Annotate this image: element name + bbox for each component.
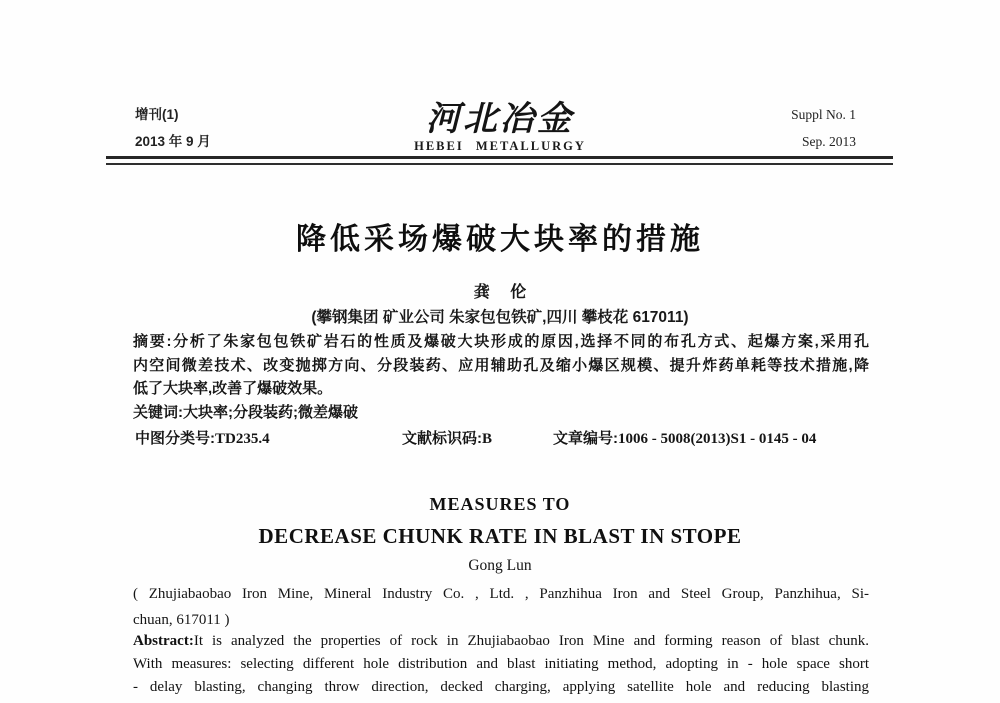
affiliation-zh: (攀钢集团 矿业公司 朱家包包铁矿,四川 攀枝花 617011): [311, 309, 689, 326]
keywords-label-zh: 关键词:: [133, 404, 183, 421]
abstract-zh-text-1: 分析了朱家包包铁矿岩石的性质及爆破大块形成的原因,选择不同的布孔方式、起爆方案,采用孔: [171, 333, 869, 350]
affiliation-en: [133, 582, 869, 633]
keywords-text-zh: 大块率;分段装药;微差爆破: [183, 404, 358, 421]
document-code: [402, 427, 492, 448]
abstract-en-text-1: It is analyzed the properties of rock in Zhujiabaobao Iron Mine and forming reason of blast chunk.: [193, 633, 869, 649]
journal-logo-calligraphy: 河北冶金: [426, 99, 574, 139]
clc-value: TD235.4: [215, 431, 270, 447]
abstract-en-line-2: With measures: selecting different hole distribution and blast initiating method, adopting in - hole space short: [133, 656, 869, 672]
article-id: [553, 427, 816, 448]
abstract-zh-line-1: [133, 330, 869, 354]
header-suppl-block: [791, 101, 856, 155]
abstract-en: [133, 630, 869, 699]
meta-row: [133, 427, 869, 449]
article-title-zh: 降低采场爆破大块率的措施: [296, 223, 704, 256]
keywords-zh: [133, 401, 869, 422]
issue-label-zh: 增刊(1): [135, 107, 179, 122]
affiliation-en-line-2: chuan, 617011 ): [133, 611, 230, 628]
article-title-en-line1: MEASURES TO: [429, 494, 571, 514]
document-code-label: 文献标识码:: [402, 430, 482, 447]
header-double-rule: [106, 156, 893, 165]
abstract-zh-line-3: 低了大块率,改善了爆破效果。: [133, 380, 333, 397]
abstract-label-zh: 摘要:: [133, 333, 172, 350]
affiliation-en-line-1: ( Zhujiabaobao Iron Mine, Mineral Industry Co. , Ltd. , Panzhihua Iron and Steel Group, Panzhihua, Si-: [133, 586, 869, 602]
suppl-number: Suppl No. 1: [791, 107, 856, 122]
issue-date-zh: 2013 年 9 月: [135, 134, 211, 149]
abstract-en-line-3: - delay blasting, changing throw direction, decked charging, applying satellite hole and reducing blasting: [133, 679, 869, 695]
journal-name-en: HEBEI METALLURGY: [414, 139, 586, 153]
issue-date-en: Sep. 2013: [802, 134, 856, 149]
document-code-value: B: [482, 431, 493, 447]
abstract-zh-line-2: 内空间微差技术、改变抛掷方向、分段装药、应用辅助孔及缩小爆区规模、提升炸药单耗等技术措施,降: [133, 356, 869, 374]
author-name-en: Gong Lun: [468, 557, 532, 574]
abstract-label-en: Abstract:: [133, 633, 194, 649]
clc-label: 中图分类号:: [135, 430, 215, 447]
abstract-zh: [133, 330, 869, 401]
clc-number: [135, 427, 270, 448]
article-title-en-line2: DECREASE CHUNK RATE IN BLAST IN STOPE: [258, 524, 742, 548]
article-id-value: 1006 - 5008(2013)S1 - 0145 - 04: [618, 431, 817, 447]
author-name-zh: 龚 伦: [473, 284, 527, 301]
article-id-label: 文章编号:: [553, 430, 618, 447]
abstract-en-line-1: [133, 630, 869, 653]
